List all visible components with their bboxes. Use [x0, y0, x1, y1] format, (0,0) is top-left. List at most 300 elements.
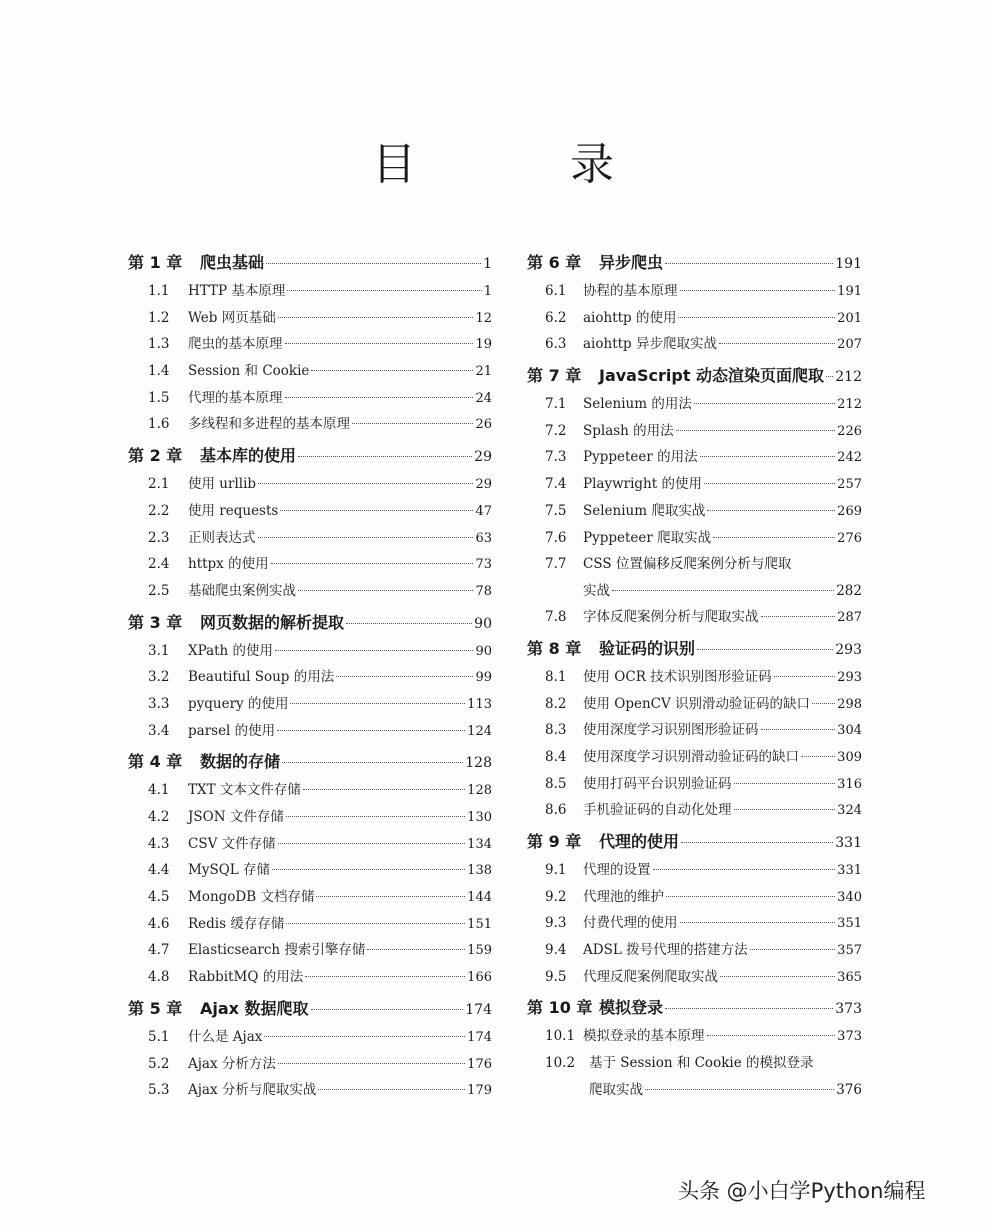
toc-section-entry[interactable]: [527, 605, 862, 632]
dot-leader: [286, 923, 465, 924]
page-number: 174: [467, 1029, 492, 1045]
toc-entry-line: [527, 579, 862, 599]
section-title: Pyppeteer 的用法: [583, 449, 698, 466]
toc-chapter-entry[interactable]: [128, 606, 492, 639]
toc-section-entry[interactable]: [128, 665, 492, 692]
toc-section-entry[interactable]: [128, 965, 492, 992]
page-number: 47: [475, 503, 492, 519]
section-title: pyquery 的使用: [188, 695, 289, 712]
dot-leader: [285, 343, 474, 344]
toc-section-entry[interactable]: [128, 719, 492, 746]
toc-chapter-entry[interactable]: [527, 632, 862, 665]
toc-section-entry[interactable]: [527, 1051, 862, 1104]
section-number: 2.4: [148, 556, 170, 573]
page-number: 340: [837, 889, 862, 905]
section-title: 代理池的维护: [583, 888, 664, 905]
dot-leader: [653, 869, 836, 870]
section-title: Selenium 爬取实战: [583, 502, 706, 519]
chapter-number: 第 2 章: [128, 446, 183, 466]
toc-column-right: [527, 246, 862, 1104]
toc-section-entry[interactable]: [128, 472, 492, 499]
page-number: 144: [467, 890, 492, 906]
section-title: 代理的设置: [583, 862, 651, 878]
chapter-title: 爬虫基础: [200, 253, 265, 272]
section-title: Splash 的用法: [583, 422, 674, 439]
section-title: 什么是 Ajax: [188, 1028, 263, 1045]
toc-section-entry[interactable]: [527, 419, 862, 446]
dot-leader: [680, 290, 836, 291]
section-number: 7.5: [545, 502, 567, 519]
toc-section-entry[interactable]: [128, 306, 492, 333]
section-number: 7.2: [545, 422, 567, 439]
page-number: 201: [837, 310, 862, 326]
section-number: 6.2: [545, 309, 567, 326]
toc-section-entry[interactable]: [128, 778, 492, 805]
section-number: 7.1: [545, 396, 567, 413]
section-number: 10.2: [545, 1055, 576, 1072]
toc-section-entry[interactable]: [128, 279, 492, 306]
section-number: 2.3: [148, 529, 170, 546]
watermark: [678, 1175, 925, 1205]
page-number: 316: [837, 776, 862, 792]
section-title: aiohttp 异步爬取实战: [583, 336, 717, 353]
section-number: 5.3: [148, 1082, 170, 1099]
toc-section-entry[interactable]: [527, 885, 862, 912]
page-number: 269: [837, 503, 862, 519]
page-number: 113: [467, 696, 492, 712]
section-title-continued: 实战: [583, 582, 610, 599]
page-number: 29: [474, 449, 492, 466]
page-number: 21: [475, 364, 492, 380]
dot-leader: [734, 809, 836, 810]
dot-leader: [278, 1063, 465, 1064]
section-title: Elasticsearch 搜索引擎存储: [188, 942, 366, 959]
page-number: 304: [837, 723, 862, 739]
section-title: 付费代理的使用: [583, 915, 678, 932]
section-title: 使用打码平台识别验证码: [583, 775, 732, 792]
section-title: 使用 requests: [188, 502, 279, 519]
section-number: 8.2: [545, 695, 567, 712]
page-number: 293: [837, 669, 862, 685]
dot-leader: [303, 789, 465, 790]
chapter-number: 第 8 章: [527, 638, 582, 658]
toc-section-entry[interactable]: [128, 332, 492, 359]
page-number: 63: [475, 530, 492, 546]
toc-section-entry[interactable]: [128, 692, 492, 719]
toc-entry-line: [527, 552, 862, 579]
toc-section-entry[interactable]: [128, 938, 492, 965]
toc-chapter-entry[interactable]: [128, 992, 492, 1025]
section-number: 9.3: [545, 915, 567, 932]
toc-section-entry[interactable]: [527, 745, 862, 772]
dot-leader: [719, 343, 835, 344]
toc-column-left: [128, 246, 492, 1105]
dot-leader: [271, 563, 474, 564]
section-number: 5.1: [148, 1028, 170, 1045]
dot-leader: [707, 510, 835, 511]
watermark-text: 头条 @小白学Python编程: [678, 1179, 926, 1203]
dot-leader: [678, 317, 835, 318]
section-number: 8.1: [545, 668, 567, 685]
page-number: 376: [836, 1081, 862, 1098]
section-title: 基于 Session 和 Cookie 的模拟登录: [589, 1055, 814, 1072]
toc-section-entry[interactable]: [128, 526, 492, 553]
toc-section-entry[interactable]: [128, 552, 492, 579]
dot-leader: [774, 676, 836, 677]
page-number: 282: [836, 582, 862, 599]
page-number: 29: [475, 477, 492, 493]
chapter-title: 代理的使用: [599, 832, 680, 851]
page-number: 166: [467, 970, 492, 986]
toc-section-entry[interactable]: [128, 912, 492, 939]
toc-section-entry[interactable]: [128, 832, 492, 859]
section-number: 8.4: [545, 748, 567, 765]
toc-entry-line: [527, 1051, 862, 1078]
section-number: 4.5: [148, 889, 170, 906]
toc-section-entry[interactable]: [527, 772, 862, 799]
dot-leader: [812, 703, 835, 704]
section-number: 4.7: [148, 942, 170, 959]
page-number: 73: [475, 557, 492, 573]
chapter-title: 验证码的识别: [599, 638, 696, 658]
dot-leader: [694, 403, 835, 404]
page-number: 298: [837, 696, 862, 712]
page-number: 159: [467, 943, 492, 959]
section-title: 代理反爬案例爬取实战: [583, 968, 718, 985]
section-number: 7.8: [545, 609, 567, 626]
dot-leader: [707, 1035, 836, 1036]
section-title: TXT 文本文件存储: [188, 782, 301, 799]
page-number: 128: [467, 783, 492, 799]
dot-leader: [352, 423, 473, 424]
page-number: 78: [475, 583, 492, 599]
chapter-number: 第 10 章: [527, 998, 593, 1018]
dot-leader: [275, 650, 473, 651]
toc-chapter-entry[interactable]: [527, 359, 862, 392]
section-number: 4.4: [148, 862, 170, 879]
section-title: Ajax 分析与爬取实战: [188, 1082, 317, 1099]
dot-leader: [282, 762, 463, 763]
toc-section-entry[interactable]: [128, 805, 492, 832]
section-number: 1.4: [148, 363, 170, 380]
dot-leader: [665, 1008, 833, 1009]
toc-section-entry[interactable]: [128, 1025, 492, 1052]
section-number: 4.2: [148, 809, 170, 825]
dot-leader: [280, 510, 473, 511]
toc-section-entry[interactable]: [128, 858, 492, 885]
section-title: 正则表达式: [188, 529, 256, 546]
dot-leader: [697, 649, 833, 650]
dot-leader: [612, 590, 834, 591]
section-title: 使用 OpenCV 识别滑动验证码的缺口: [583, 695, 811, 712]
chapter-title: Ajax 数据爬取: [200, 998, 309, 1018]
page-number: 226: [837, 423, 862, 439]
section-number: 4.6: [148, 915, 170, 932]
page-number: 191: [835, 256, 862, 272]
chapter-title: 模拟登录: [599, 998, 664, 1018]
dot-leader: [681, 842, 833, 843]
toc-chapter-entry[interactable]: [128, 439, 492, 472]
page-number: 134: [467, 836, 492, 852]
section-title: aiohttp 的使用: [583, 309, 677, 326]
dot-leader: [258, 483, 473, 484]
section-title: JSON 文件存储: [188, 809, 284, 825]
toc-section-entry[interactable]: [527, 499, 862, 526]
toc-section-entry[interactable]: [128, 412, 492, 439]
dot-leader: [750, 949, 836, 950]
toc-section-entry[interactable]: [527, 472, 862, 499]
section-title: MongoDB 文档存储: [188, 889, 315, 906]
dot-leader: [272, 869, 465, 870]
section-number: 4.8: [148, 969, 170, 986]
section-number: 2.1: [148, 476, 170, 493]
page-number: 1: [483, 284, 492, 299]
page-number: 99: [475, 670, 492, 686]
page-number: 191: [837, 284, 862, 299]
section-title: 字体反爬案例分析与爬取实战: [583, 609, 759, 626]
section-number: 9.2: [545, 888, 567, 905]
section-number: 7.3: [545, 449, 567, 466]
toc-section-entry[interactable]: [128, 1078, 492, 1105]
dot-leader: [290, 703, 465, 704]
chapter-title: JavaScript 动态渲染页面爬取: [599, 366, 825, 386]
section-title: Web 网页基础: [188, 309, 276, 326]
section-title: 基础爬虫案例实战: [188, 582, 296, 599]
section-number: 4.3: [148, 835, 170, 852]
chapter-number: 第 4 章: [128, 752, 183, 772]
dot-leader: [826, 376, 833, 377]
page-number: 90: [475, 643, 492, 659]
page-number: 242: [837, 450, 862, 466]
page-number: 207: [837, 337, 862, 353]
page-number: 179: [467, 1083, 492, 1099]
page-number: 351: [837, 916, 862, 932]
page-number: 24: [475, 390, 492, 406]
section-number: 2.2: [148, 502, 170, 519]
dot-leader: [266, 263, 481, 264]
section-title: ADSL 拨号代理的搭建方法: [583, 942, 748, 959]
toc-section-entry[interactable]: [128, 499, 492, 526]
section-title: MySQL 存储: [188, 862, 271, 879]
section-title: 手机验证码的自动化处理: [583, 802, 732, 819]
dot-leader: [676, 430, 836, 431]
section-title: HTTP 基本原理: [188, 283, 286, 299]
page-number: 212: [835, 369, 862, 386]
section-title: Playwright 的使用: [583, 476, 702, 493]
dot-leader: [311, 1009, 464, 1010]
section-number: 7.4: [545, 476, 567, 493]
dot-leader: [278, 317, 474, 318]
section-title: CSS 位置偏移反爬案例分析与爬取: [583, 556, 792, 573]
toc-chapter-entry[interactable]: [527, 825, 862, 858]
section-number: 3.3: [148, 695, 170, 712]
section-title: 协程的基本原理: [583, 283, 678, 299]
dot-leader: [311, 370, 473, 371]
dot-leader: [305, 976, 465, 977]
page-number: 324: [837, 803, 862, 819]
dot-leader: [336, 676, 473, 677]
section-number: 3.4: [148, 722, 170, 739]
toc-section-entry[interactable]: [527, 332, 862, 359]
section-title: XPath 的使用: [188, 642, 274, 659]
toc-chapter-entry[interactable]: [527, 246, 862, 279]
section-title: 代理的基本原理: [188, 389, 283, 406]
toc-section-entry[interactable]: [527, 911, 862, 938]
toc-section-entry[interactable]: [128, 1052, 492, 1079]
page-number: 128: [465, 755, 492, 772]
section-number: 6.3: [545, 336, 567, 353]
page-number: 373: [837, 1029, 862, 1045]
dot-leader: [277, 730, 465, 731]
section-title: 使用 urllib: [188, 476, 257, 493]
toc-section-entry[interactable]: [128, 579, 492, 606]
page-number: 373: [835, 1001, 862, 1018]
toc-section-entry[interactable]: [527, 279, 862, 306]
section-number: 7.6: [545, 529, 567, 546]
dot-leader: [801, 756, 835, 757]
dot-leader: [704, 483, 835, 484]
page-number: 331: [835, 835, 862, 851]
section-number: 9.5: [545, 968, 567, 985]
dot-leader: [258, 537, 474, 538]
toc-section-entry[interactable]: [128, 386, 492, 413]
section-number: 1.6: [148, 416, 170, 433]
section-number: 4.1: [148, 782, 170, 799]
section-title: Redis 缓存存储: [188, 915, 285, 932]
dot-leader: [665, 263, 833, 264]
section-title: 多线程和多进程的基本原理: [188, 416, 350, 433]
section-number: 10.1: [545, 1028, 576, 1045]
section-title: Beautiful Soup 的用法: [188, 669, 335, 686]
toc-section-entry[interactable]: [128, 639, 492, 666]
section-title: 使用 OCR 技术识别图形验证码: [583, 668, 772, 685]
section-number: 8.6: [545, 802, 567, 819]
dot-leader: [286, 816, 465, 817]
dot-leader: [316, 896, 465, 897]
chapter-title: 异步爬虫: [599, 253, 664, 272]
section-title-continued: 爬取实战: [589, 1081, 643, 1098]
dot-leader: [700, 456, 836, 457]
page-number: 90: [474, 615, 492, 632]
section-title: Selenium 的用法: [583, 396, 692, 413]
section-title: RabbitMQ 的用法: [188, 969, 304, 986]
toc-section-entry[interactable]: [128, 885, 492, 912]
toc-section-entry[interactable]: [527, 718, 862, 745]
page-number: 130: [467, 810, 492, 825]
page-number: 287: [837, 610, 862, 626]
section-title: httpx 的使用: [188, 556, 269, 573]
toc-chapter-entry[interactable]: [128, 745, 492, 778]
dot-leader: [264, 1036, 465, 1037]
page-number: 151: [467, 916, 492, 932]
chapter-number: 第 6 章: [527, 253, 582, 272]
section-title: parsel 的使用: [188, 722, 276, 739]
toc-section-entry[interactable]: [527, 858, 862, 885]
dot-leader: [720, 976, 835, 977]
toc-section-entry[interactable]: [527, 526, 862, 553]
toc-section-entry[interactable]: [527, 306, 862, 333]
toc-section-entry[interactable]: [527, 665, 862, 692]
section-title: CSV 文件存储: [188, 835, 276, 852]
dot-leader: [666, 896, 835, 897]
dot-leader: [680, 922, 836, 923]
page-number: 138: [467, 863, 492, 879]
toc-section-entry[interactable]: [527, 552, 862, 605]
section-title: Pyppeteer 爬取实战: [583, 529, 712, 546]
page-number: 174: [465, 1001, 492, 1018]
dot-leader: [298, 590, 473, 591]
section-number: 2.5: [148, 582, 170, 599]
section-number: 6.1: [545, 283, 567, 299]
section-number: 8.5: [545, 775, 567, 792]
chapter-title: 基本库的使用: [200, 446, 297, 466]
chapter-title: 数据的存储: [200, 752, 281, 772]
toc-section-entry[interactable]: [527, 392, 862, 419]
section-number: 1.5: [148, 389, 170, 406]
toc-chapter-entry[interactable]: [128, 246, 492, 279]
section-title: 爬虫的基本原理: [188, 336, 283, 353]
section-number: 7.7: [545, 556, 567, 573]
page-number: 26: [475, 417, 492, 433]
page-number: 276: [837, 530, 862, 546]
section-number: 1.2: [148, 309, 170, 326]
page-number: 19: [475, 337, 492, 353]
chapter-number: 第 3 章: [128, 612, 183, 632]
toc-chapter-entry[interactable]: [527, 991, 862, 1024]
dot-leader: [761, 729, 836, 730]
page-number: 12: [475, 310, 492, 326]
section-number: 9.1: [545, 862, 567, 878]
section-title: Session 和 Cookie: [188, 363, 310, 380]
toc-section-entry[interactable]: [527, 445, 862, 472]
page-title: 目 录: [372, 139, 684, 190]
section-number: 8.3: [545, 722, 567, 739]
dot-leader: [645, 1089, 834, 1090]
section-title: 使用深度学习识别滑动验证码的缺口: [583, 748, 799, 765]
dot-leader: [367, 949, 465, 950]
toc-section-entry[interactable]: [527, 938, 862, 965]
section-title: 使用深度学习识别图形验证码: [583, 722, 759, 739]
dot-leader: [298, 456, 472, 457]
page-number: 257: [837, 477, 862, 493]
section-title: Ajax 分析方法: [188, 1055, 276, 1072]
toc-section-entry[interactable]: [527, 798, 862, 825]
toc-section-entry[interactable]: [527, 965, 862, 992]
dot-leader: [713, 537, 835, 538]
chapter-number: 第 5 章: [128, 998, 183, 1018]
dot-leader: [761, 616, 836, 617]
page-number: 365: [837, 969, 862, 985]
page-number: 331: [837, 863, 862, 878]
dot-leader: [346, 623, 472, 624]
section-title: 模拟登录的基本原理: [583, 1028, 705, 1045]
page-number: 309: [837, 749, 862, 765]
toc-section-entry[interactable]: [527, 1024, 862, 1051]
toc-section-entry[interactable]: [527, 692, 862, 719]
section-number: 1.1: [148, 283, 170, 299]
toc-entry-line: [527, 1078, 862, 1098]
section-number: 9.4: [545, 942, 567, 959]
page-number: 1: [483, 256, 492, 272]
page-number: 293: [835, 641, 862, 658]
page-number: 176: [467, 1056, 492, 1072]
chapter-number: 第 9 章: [527, 832, 582, 851]
chapter-number: 第 7 章: [527, 366, 582, 386]
toc-section-entry[interactable]: [128, 359, 492, 386]
section-number: 1.3: [148, 336, 170, 353]
page-number: 124: [467, 723, 492, 739]
chapter-title: 网页数据的解析提取: [200, 612, 345, 632]
